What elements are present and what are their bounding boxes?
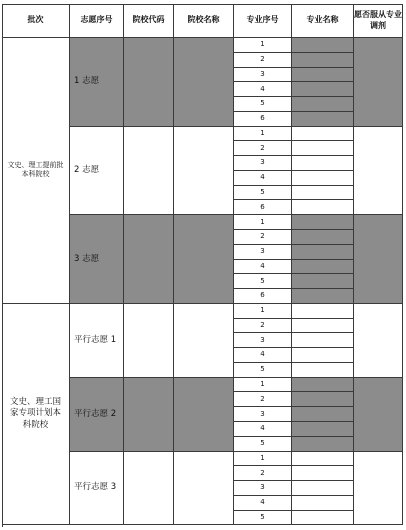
- adjustment-field[interactable]: [354, 215, 403, 304]
- major-number: 6: [234, 112, 292, 127]
- major-number: 2: [234, 319, 292, 334]
- school-name-field[interactable]: [174, 452, 234, 526]
- major-number: 3: [234, 333, 292, 348]
- school-code-field[interactable]: [124, 127, 174, 216]
- major-number: 4: [234, 496, 292, 511]
- major-number: 1: [234, 127, 292, 142]
- major-number: 2: [234, 141, 292, 156]
- major-name-field[interactable]: [292, 466, 354, 481]
- wish-label: 平行志愿 3: [70, 452, 124, 526]
- major-number: 3: [234, 156, 292, 171]
- major-name-field[interactable]: [292, 407, 354, 422]
- wish-label: 1 志愿: [70, 38, 124, 127]
- major-name-field[interactable]: [292, 245, 354, 260]
- adjustment-field[interactable]: [354, 304, 403, 378]
- major-number: 3: [234, 245, 292, 260]
- major-name-field[interactable]: [292, 348, 354, 363]
- header-accept-adjustment: 愿否服从专业调剂: [354, 4, 403, 38]
- adjustment-field[interactable]: [354, 378, 403, 452]
- wish-label: 平行志愿 1: [70, 304, 124, 378]
- major-number: 4: [234, 260, 292, 275]
- major-number: 4: [234, 348, 292, 363]
- major-name-field[interactable]: [292, 452, 354, 467]
- major-name-field[interactable]: [292, 97, 354, 112]
- major-name-field[interactable]: [292, 200, 354, 215]
- wish-label: 2 志愿: [70, 127, 124, 216]
- wish-label: 3 志愿: [70, 215, 124, 304]
- major-number: 5: [234, 511, 292, 526]
- school-name-field[interactable]: [174, 127, 234, 216]
- major-name-field[interactable]: [292, 333, 354, 348]
- school-code-field[interactable]: [124, 452, 174, 526]
- header-batch: 批次: [2, 4, 70, 38]
- major-name-field[interactable]: [292, 141, 354, 156]
- major-name-field[interactable]: [292, 437, 354, 452]
- major-number: 4: [234, 422, 292, 437]
- batch-label: 文史、理工提前批本科院校: [2, 38, 70, 304]
- major-number: 2: [234, 230, 292, 245]
- major-number: 4: [234, 82, 292, 97]
- major-name-field[interactable]: [292, 112, 354, 127]
- adjustment-field[interactable]: [354, 452, 403, 526]
- school-code-field[interactable]: [124, 215, 174, 304]
- school-name-field[interactable]: [174, 304, 234, 378]
- major-number: 2: [234, 392, 292, 407]
- major-number: 1: [234, 304, 292, 319]
- major-number: 2: [234, 466, 292, 481]
- school-name-field[interactable]: [174, 378, 234, 452]
- major-name-field[interactable]: [292, 82, 354, 97]
- major-number: 1: [234, 215, 292, 230]
- school-code-field[interactable]: [124, 304, 174, 378]
- major-number: 5: [234, 274, 292, 289]
- major-number: 5: [234, 186, 292, 201]
- major-number: 5: [234, 437, 292, 452]
- major-number: 3: [234, 407, 292, 422]
- major-number: 6: [234, 289, 292, 304]
- major-number: 1: [234, 38, 292, 53]
- major-name-field[interactable]: [292, 511, 354, 526]
- major-number: 4: [234, 171, 292, 186]
- adjustment-field[interactable]: [354, 127, 403, 216]
- major-name-field[interactable]: [292, 378, 354, 393]
- major-number: 1: [234, 452, 292, 467]
- major-name-field[interactable]: [292, 319, 354, 334]
- major-name-field[interactable]: [292, 304, 354, 319]
- major-name-field[interactable]: [292, 289, 354, 304]
- major-name-field[interactable]: [292, 171, 354, 186]
- major-number: 5: [234, 97, 292, 112]
- major-number: 5: [234, 363, 292, 378]
- major-number: 6: [234, 200, 292, 215]
- major-name-field[interactable]: [292, 392, 354, 407]
- major-name-field[interactable]: [292, 274, 354, 289]
- major-name-field[interactable]: [292, 53, 354, 68]
- major-name-field[interactable]: [292, 422, 354, 437]
- major-name-field[interactable]: [292, 156, 354, 171]
- school-code-field[interactable]: [124, 378, 174, 452]
- major-number: 3: [234, 481, 292, 496]
- major-name-field[interactable]: [292, 68, 354, 83]
- header-major-number: 专业序号: [234, 4, 292, 38]
- batch-label: 文史、理工国家专项计划本科院校: [2, 304, 70, 526]
- wish-label: 平行志愿 2: [70, 378, 124, 452]
- adjustment-field[interactable]: [354, 38, 403, 127]
- major-name-field[interactable]: [292, 481, 354, 496]
- major-name-field[interactable]: [292, 496, 354, 511]
- major-number: 2: [234, 53, 292, 68]
- major-name-field[interactable]: [292, 127, 354, 142]
- major-number: 3: [234, 68, 292, 83]
- major-number: 1: [234, 378, 292, 393]
- school-name-field[interactable]: [174, 38, 234, 127]
- major-name-field[interactable]: [292, 230, 354, 245]
- header-wish-number: 志愿序号: [70, 4, 124, 38]
- header-school-name: 院校名称: [174, 4, 234, 38]
- school-code-field[interactable]: [124, 38, 174, 127]
- major-name-field[interactable]: [292, 260, 354, 275]
- header-major-name: 专业名称: [292, 4, 354, 38]
- school-name-field[interactable]: [174, 215, 234, 304]
- major-name-field[interactable]: [292, 215, 354, 230]
- major-name-field[interactable]: [292, 363, 354, 378]
- major-name-field[interactable]: [292, 186, 354, 201]
- header-school-code: 院校代码: [124, 4, 174, 38]
- major-name-field[interactable]: [292, 38, 354, 53]
